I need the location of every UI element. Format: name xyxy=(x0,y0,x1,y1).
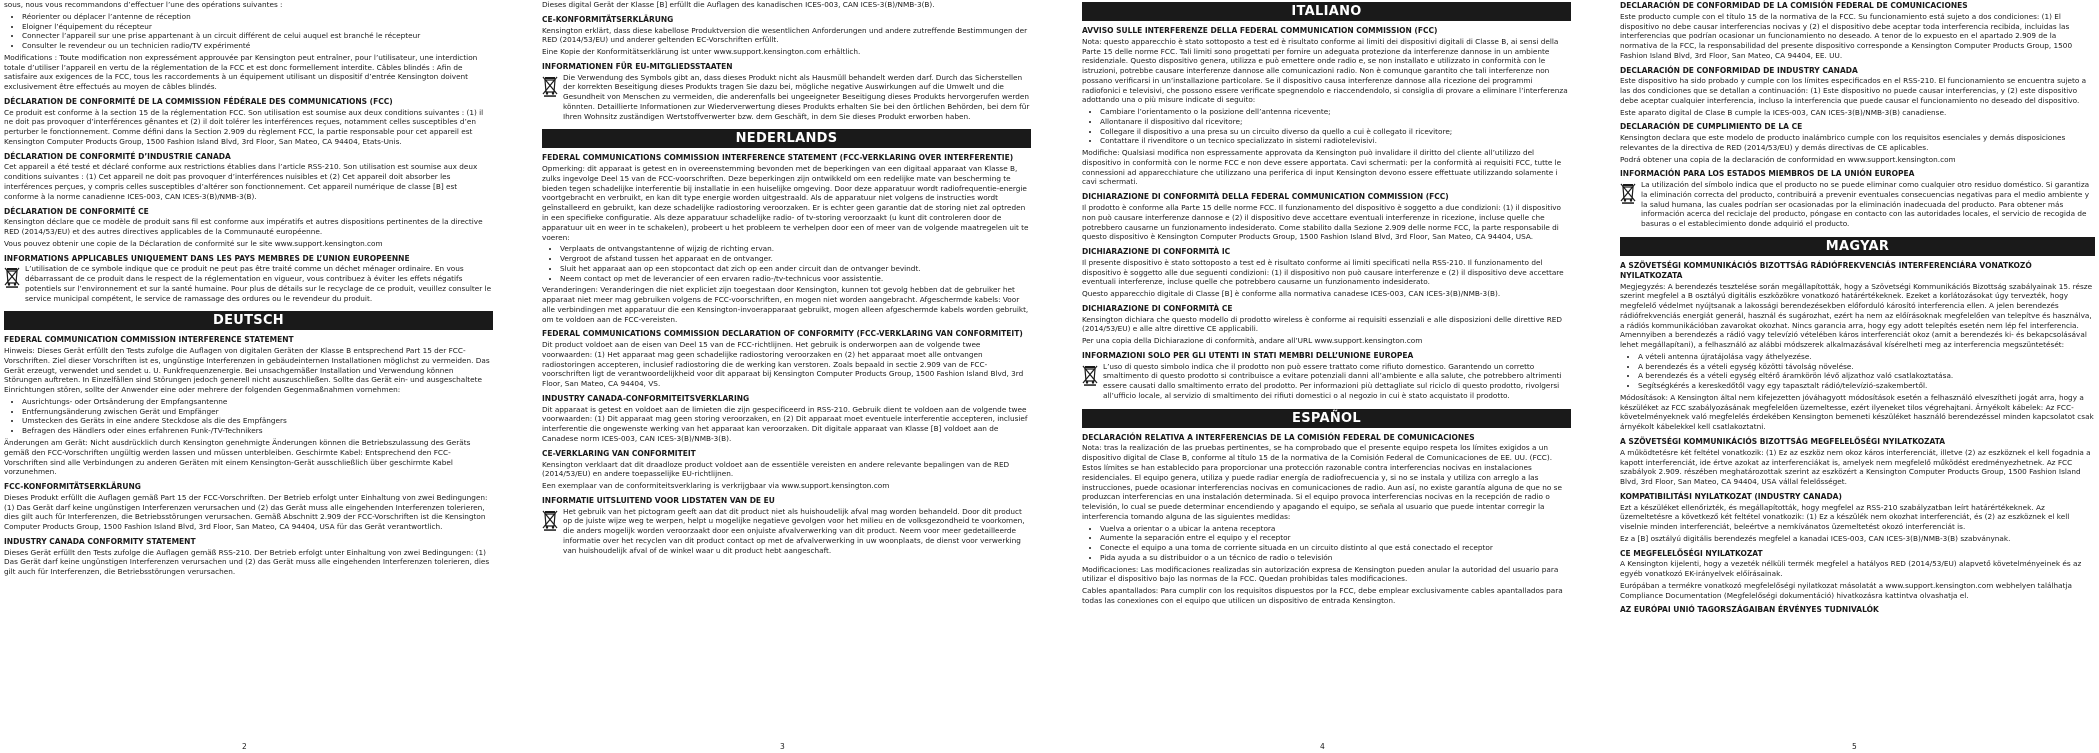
section-text: Este producto cumple con el título 15 de la normativa de la FCC. Su funcionamiento está sujeto a dos condiciones: (1) El dispositivo no debe causar interferencias nocivas y (2) el dispositivo debe aceptar toda interferencia recibida, incluidas las interferencias que podrían ocasionar un funcionamiento no deseado. A tenor de lo expuesto en el apartado 2.909 de la normativa de la FCC, la responsabilidad del presente dispositivo corresponde a Kensington Computer Products Group, 1500 Fashion Island Blvd, 3rd Floor, San Mateo, CA 94404, EE. UU. xyxy=(1620,11,2073,60)
measures-list xyxy=(542,244,1031,283)
modifications-text: Modifications : Toute modification non expressément approuvée par Kensington peut entraîner, pour l’utilisateur, une interdiction totale d’utiliser l’appareil en vertu de la réglementation de la FCC et est donc formellement interdite. Câbles blindés : Afin de satisfaire aux exigences de la FCC, tous les raccordements à un équipement utilisant un dispositif d’entrée Kensington doivent exclusivement être effectués au moyen de câbles blindés. xyxy=(4,52,478,92)
section-heading: FCC-KONFORMITÄTSERKLÄRUNG xyxy=(4,482,141,492)
list-item: • Segítségkérés a kereskedőtől vagy egy tapasztalt rádió/televízió-szakembertől. xyxy=(1638,381,2095,391)
list-item: • Ausrichtungs- oder Ortsänderung der Empfangsantenne xyxy=(22,397,493,407)
section-heading: DECLARACIÓN RELATIVA A INTERFERENCIAS DE LA COMISIÓN FEDERAL DE COMUNICACIONES xyxy=(1082,432,1475,442)
section-heading: INDUSTRY CANADA-CONFORMITEITSVERKLARING xyxy=(542,393,750,403)
section-text: Este aparato digital de Clase B cumple la ICES-003, CAN ICES-3(B)/NMB-3(B) canadiense. xyxy=(1620,107,1947,117)
section-text: Nota: questo apparecchio è stato sottoposto a test ed è risultato conforme ai limiti dei dispositivi digitali di Classe B, ai sensi della Parte 15 delle norme FCC. Tali limiti sono progettati per fornire un adeguata protezione da interferenze dannose in un ambiente residenziale. Questo dispositivo genera, utilizza e può emettere onde radio e, se non installato e utilizzato in conformità con le istruzioni, potrebbe causare interferenze dannose alle comunicazioni radio. Non è comunque garantito che tali interferenze non possano verificarsi in un’installazione particolare. Se il dispositivo causa interferenze dannose alla ricezione dei programmi radiofonici e televisivi, che possono essere verificate spegnendolo e riaccendendolo, si consiglia di provare a eliminare l’interferenza adottando una o più misure indicate di seguito: xyxy=(1082,36,1568,105)
page-number: 2 xyxy=(242,741,247,751)
list-item: • Umstecken des Geräts in eine andere Steckdose als die des Empfängers xyxy=(22,416,493,426)
section-heading: FEDERAL COMMUNICATIONS COMMISSION DECLARATION OF CONFORMITY (FCC-VERKLARING VAN CONFORMITEIT) xyxy=(542,329,1023,339)
page-number: 5 xyxy=(1852,741,1857,751)
weee-bin-icon xyxy=(1620,182,1636,204)
language-bar-italiano: ITALIANO xyxy=(1082,2,1571,21)
weee-bin-icon xyxy=(542,75,558,97)
section-text: Módosítások: A Kensington által nem kifejezetten jóváhagyott módosítások esetén a felhasználó elveszítheti jogát arra, hogy a készüléket az FCC szabályozásának megfelelően üzemeltesse, ezért ilyeneket tilos végrehajtani. Árnyékolt kábelek: Az FCC-követelményeknek való megfelelés érdekében Kensington bemeneti készüléket használó berendezéssel minden kapcsolatot csak árnyékolt kábelekkel kell csatlakoztatni. xyxy=(1620,392,2094,432)
page-4-column xyxy=(1078,0,1575,753)
section-text: Ez a [B] osztályú digitális berendezés megfelel a kanadai ICES-003, CAN ICES-3(B)/NMB-3(B) szabványnak. xyxy=(1620,533,2011,543)
list-item: • Sluit het apparaat aan op een stopcontact dat zich op een ander circuit dan de ontvanger bevindt. xyxy=(560,264,1031,274)
section-text: Nota: tras la realización de las pruebas pertinentes, se ha comprobado que el presente equipo respeta los límites exigidos a un dispositivo digital de Clase B, conforme al título 15 de la normativa de la Comisión Federal de Comunicaciones de EE. UU. (FCC). Estos límites se han establecido para proporcionar una protección razonable contra interferencias nocivas en instalaciones residenciales. El equipo genera, utiliza y puede radiar energía de radiofrecuencia y, si no se instala y utiliza con arreglo a las instrucciones, puede ocasionar interferencias nocivas en comunicaciones de radio. Aun así, no existe garantía alguna de que no se produzcan interferencias en una instalación determinada. Si el equipo provoca interferencias nocivas en la recepción de radio o televisión, lo cual se puede determinar encendiendo y apagando el equipo, se señala al usuario que puede intentar corregir la interferencia tomando alguna de las siguientes medidas: xyxy=(1082,443,1562,521)
section-text: Kensington erklärt, dass diese kabellose Produktversion die wesentlichen Anforderungen und andere zutreffende Bestimmungen der RED (2014/53/EU) und anderer geltenden EC-Vorschriften erfüllt. xyxy=(542,25,1028,45)
weee-text: Die Verwendung des Symbols gibt an, dass dieses Produkt nicht als Hausmüll behandelt werden darf. Durch das Sicherstellen der korrekten Beseitigung dieses Produkts tragen Sie dazu bei, mögliche negative Auswirkungen auf die Umwelt und die Gesundheit von Menschen zu vermeiden, die anderenfalls bei ungeeigneter Beseitigung dieses Produkts hervorgerufen werden könnten. Detaillierte Informationen zur Wiederverwertung dieses Produkts erhalten Sie bei den örtlichen Behörden, bei dem für Ihren Wohnsitz zuständigen Wertstoffverwerter bzw. dem Geschäft, in dem Sie dieses Produkt erworben haben. xyxy=(563,72,1030,121)
list-item: • Eloigner l’équipement du récepteur xyxy=(22,22,493,32)
section-heading: AZ EURÓPAI UNIÓ TAGORSZÁGAIBAN ÉRVÉNYES TUDNIVALÓK xyxy=(1620,605,1879,615)
section-heading: DICHIARAZIONE DI CONFORMITÀ DELLA FEDERAL COMMUNICATION COMMISSION (FCC) xyxy=(1082,192,1449,202)
section-text: Kensington declara que este modelo de producto inalámbrico cumple con los requisitos esenciales y demás disposiciones relevantes de la directiva de RED (2014/53/EU) y demás directivas de CE aplicables. xyxy=(1620,133,2066,152)
section-text: Podrá obtener una copia de la declaración de conformidad en www.support.kensington.com xyxy=(1620,154,1956,164)
measures-list xyxy=(4,12,493,51)
list-item: • Befragen des Händlers oder eines erfahrenen Funk-/TV-Technikers xyxy=(22,426,493,436)
section-text: Eine Kopie der Konformitätserklärung ist unter www.support.kensington.com erhältlich. xyxy=(542,47,861,57)
list-item: • A berendezés és a vételi egység közötti távolság növelése. xyxy=(1638,362,2095,372)
weee-bin-icon xyxy=(542,509,558,531)
list-item: • Conecte el equipo a una toma de corriente situada en un circuito distinto al que está conectado el receptor xyxy=(1100,543,1571,553)
measures-list xyxy=(4,397,493,436)
weee-text: L’utilisation de ce symbole indique que ce produit ne peut pas être traité comme un déchet ménager ordinaire. En vous débarrassant de ce produit dans le respect de la réglementation en vigueur, vous contribuez à éviter les effets négatifs potentiels sur l’environnement et sur la santé humaine. Pour plus de détails sur le recyclage de ce produit, veuillez consulter le service municipal compétent, le service de ramassage des ordures ou le revendeur du produit. xyxy=(25,264,492,303)
language-bar-nederlands: NEDERLANDS xyxy=(542,129,1031,148)
section-text: Ezt a készüléket ellenőrizték, és megállapították, hogy megfelel az RSS-210 szabályzatban leírt határértékeknek. Az üzemeltetésre a következő két feltétel vonatkozik: (1) Ez a készülék nem okozhat interferenciát, és (2) az eszköznek el kell viselnie minden interferenciát, beleértve a nemkívánatos üzemeltetést okozó interferenciát is. xyxy=(1620,502,2070,532)
list-item: • Vuelva a orientar o a ubicar la antena receptora xyxy=(1100,524,1571,534)
section-text: Per una copia della Dichiarazione di conformità, andare all’URL www.support.kensington.com xyxy=(1082,336,1423,346)
list-item: • A berendezés és a vételi egység eltérő áramkörön lévő aljzathoz való csatlakoztatása. xyxy=(1638,371,2095,381)
section-text: Il presente dispositivo è stato sottoposto a test ed è risultato conforme ai limiti specificati nella RSS-210. Il funzionamento del dispositivo è soggetto alle due seguenti condizioni: (1) il dispositivo non può causare interferenze e (2) il dispositivo deve accettare eventuali interferenze, incluse quelle che potrebbero causarne un funzionamento indesiderato. xyxy=(1082,257,1564,287)
list-item: • Réorienter ou déplacer l’antenne de réception xyxy=(22,12,493,22)
section-text: Dit apparaat is getest en voldoet aan de limieten die zijn gespecificeerd in RSS-210. Gebruik dient te voldoen aan de volgende twee voorwaarden: (1) Dit apparaat mag geen storing veroorzaken, en (2) Dit apparaat moet eventuele interferentie accepteren, inclusief interferentie die ongewenste werking van het apparaat kan veroorzaken. Dit digitale apparaat van Klasse [B] voldoet aan de Canadese norm ICES-003, CAN ICES-3(B)/NMB-3(B). xyxy=(542,404,1028,444)
section-heading: FEDERAL COMMUNICATION COMMISSION INTERFERENCE STATEMENT xyxy=(4,335,294,345)
section-text: Cet appareil a été testé et déclaré conforme aux restrictions établies dans l’article RSS-210. Son utilisation est soumise aux deux conditions suivantes : (1) Cet appareil ne doit pas provoquer d’interférences nuisibles et (2) Cet appareil doit absorber les interférences perçues, y compris celles susceptibles d’altérer son fonctionnement. Cet appareil numérique de classe [B] est conforme à la norme canadienne ICES-003, CAN ICES-3(B)/NMB-3(B). xyxy=(4,162,478,201)
section-text: Kensington déclare que ce modèle de produit sans fil est conforme aux impératifs et autres dispositions pertinentes de la directive RED (2014/53/EU) et des autres directives applicables de la Communauté européenne. xyxy=(4,217,483,237)
list-item: • Allontanare il dispositivo dal ricevitore; xyxy=(1100,117,1571,127)
page-5-column xyxy=(1616,0,2099,753)
measures-list xyxy=(1620,352,2095,391)
section-heading: A SZÖVETSÉGI KOMMUNIKÁCIÓS BIZOTTSÁG MEGFELELŐSÉGI NYILATKOZATA xyxy=(1620,437,1946,446)
section-heading: CE-VERKLARING VAN CONFORMITEIT xyxy=(542,448,696,458)
section-text: Opmerking: dit apparaat is getest en in overeenstemming bevonden met de beperkingen van een digitaal apparaat van Klasse B, zulks ingevolge Deel 15 van de FCC-voorschriften. Deze beperkingen zijn ontwikkeld om een redelijke mate van bescherming te bieden tegen schadelijke interferentie bij installatie in een huiselijke omgeving. Door deze apparatuur wordt radiofrequentie-energie voortgebracht en verbruikt, en kan dit type energie worden uitgestraald. Als de apparatuur niet volgens de instructies wordt geïnstalleerd en gebruikt, kan deze schadelijke radiostoring veroorzaken. Er is echter geen garantie dat de storing niet zal optreden in een specifieke configuratie. Als deze apparatuur schadelijke radio- of tv-storing veroorzaakt (u kunt dit controleren door de apparatuur uit en weer in te schakelen), probeert u het probleem te verhelpen door een of meer van de volgende maatregelen uit te voeren: xyxy=(542,164,1029,242)
weee-bin-icon xyxy=(4,266,20,288)
weee-block xyxy=(542,507,1031,558)
section-heading: INFORMATIONEN FÜR EU-MITGLIEDSSTAATEN xyxy=(542,61,733,71)
weee-bin-icon xyxy=(1082,364,1098,386)
page-2-column xyxy=(0,0,497,753)
section-heading: INDUSTRY CANADA CONFORMITY STATEMENT xyxy=(4,536,196,546)
section-heading: DÉCLARATION DE CONFORMITÉ CE xyxy=(4,206,149,216)
measures-list xyxy=(1082,107,1571,146)
section-text: Hinweis: Dieses Gerät erfüllt den Tests zufolge die Auflagen von digitalen Geräten der Klasse B entsprechend Part 15 der FCC-Vorschriften. Ziel dieser Vorschriften ist es, ungünstige Interferenzen in gebäudeinternen Installationen möglichst zu vermeiden. Das Gerät erzeugt, verwendet und sendet u. U. Funkfrequenzenergie. Bei unsachgemäßer Installation und Verwendung können Störungen auftreten. In Einzelfällen sind Störungen jedoch generell nicht auszuschließen. Sollte das Gerät ein- und ausgeschaltete Einrichtungen stören, sollte der Anwender eine oder mehrere der folgenden Gegenmaßnahmen vornehmen: xyxy=(4,346,490,395)
section-heading: KOMPATIBILITÁSI NYILATKOZAT (INDUSTRY CANADA) xyxy=(1620,491,1842,501)
section-text: Megjegyzés: A berendezés tesztelése során megállapították, hogy a Szövetségi Kommunikációs Bizottság szabályainak 15. része szerint megfelel a B osztályú digitális eszközökre vonatkozó határértékeknek. Ezeket a korlátozásokat úgy tervezték, hogy megfelelő védelmet nyújtsanak a lakossági berendezésekben előforduló károsító interferencia ellen. A jelen berendezés rádiófrekvenciás energiát generál, használ és sugározhat, ezért ha nem az előírásoknak megfelelően van telepítve és használva, a rádiós kommunikációban zavarokat okozhat. Nincs garancia arra, hogy egy adott telepítés esetén nem lép fel interferencia. Amennyiben a berendezés a rádió vagy televízió vételében káros interferenciát okoz (amit a berendezés ki- és bekapcsolásával lehet megállapítani), a felhasználó az alábbi módszerek alkalmazásával kísérelheti meg az interferencia megszüntetését: xyxy=(1620,281,2093,350)
section-text: Európában a termékre vonatkozó megfelelőségi nyilatkozat másolatát a www.support.kensington.com webhelyen találhatja Compliance Documentation (Megfelelőségi dokumentáció) hivatkozásra kattintva olvashatja el. xyxy=(1620,580,2072,600)
section-heading: DECLARACIÓN DE CONFORMIDAD DE LA COMISIÓN FEDERAL DE COMUNICACIONES xyxy=(1620,1,1968,10)
section-text: A Kensington kijelenti, hogy a vezeték nélküli termék megfelel a hatályos RED (2014/53/EU) alapvető követelményeinek és az egyéb vonatkozó EK-irányelvek előírásainak. xyxy=(1620,559,2082,579)
measures-list xyxy=(1082,524,1571,563)
section-text: Modifiche: Qualsiasi modifica non espressamente approvata da Kensington può invalidare il diritto del cliente all’utilizzo del dispositivo in conformità con le norme FCC e non deve essere apportata. Cavi schermati: per la conformità ai requisiti FCC, tutte le connessioni ad apparecchiature che utilizzano una periferica di input Kensington devono essere effettuate utilizzando solamente i cavi schermati. xyxy=(1082,148,1562,187)
section-heading: CE-KONFORMITÄTSERKLÄRUNG xyxy=(542,14,674,24)
weee-block xyxy=(1082,362,1571,403)
section-text: Il prodotto è conforme alla Parte 15 delle norme FCC. Il funzionamento del dispositivo è soggetto a due condizioni: (1) il dispositivo non può causare interferenze dannose e (2) il dispositivo deve accettare eventuali interferenze in ricezione, incluse quelle che potrebbero causarne un funzionamento indesiderato. Come stabilito dalla Sezione 2.909 delle norme FCC, la parte responsabile di questo dispositivo è Kensington Computer Products Group, 1500 Fashion Island Blvd, 3rd Floor, San Mateo, CA 94404, USA. xyxy=(1082,202,1562,242)
section-text: Ce produit est conforme à la section 15 de la réglementation FCC. Son utilisation est soumise aux deux conditions suivantes : (1) il ne doit pas provoquer d’interférences gênantes et (2) il doit tolérer les interférences reçues, notamment celles susceptibles d’en perturber le fonctionnement. Comme défini dans la Section 2.909 du règlement FCC, la partie responsable pour cet appareil est Kensington Computer Products Group, 1500 Fashion Island Blvd, 3rd Floor, San Mateo, CA 94404, Etats-Unis. xyxy=(4,107,484,146)
section-heading: INFORMATIE UITSLUITEND VOOR LIDSTATEN VAN DE EU xyxy=(542,495,775,505)
section-heading: INFORMATIONS APPLICABLES UNIQUEMENT DANS LES PAYS MEMBRES DE L’UNION EUROPEENNE xyxy=(4,253,410,263)
weee-text: Het gebruik van het pictogram geeft aan dat dit product niet als huishoudelijk afval mag worden behandeld. Door dit product op de juiste wijze weg te werpen, helpt u mogelijke negatieve gevolgen voor het milieu en de volksgezondheid te voorkomen, die anders mogelijk worden veroorzaakt door een onjuiste afvalverwerking van dit product. Neem voor meer gedetailleerde informatie over het recyclen van dit product contact op met de afvalverwerking in uw woonplaats, de dienst voor verwerking van huishoudelijk afval of de winkel waar u dit product hebt aangeschaft. xyxy=(563,506,1025,555)
page-3-column xyxy=(538,0,1035,753)
section-text: Dieses digital Gerät der Klasse [B] erfüllt die Auflagen des kanadischen ICES-003, CAN ICES-3(B)/NMB-3(B). xyxy=(542,0,935,9)
weee-text: La utilización del símbolo indica que el producto no se puede eliminar como cualquier otro residuo doméstico. Si garantiza la eliminación correcta del producto, contribuirá a prevenir eventuales consecuencias negativas para el medio ambiente y la salud humana, las cuales podrían ser ocasionadas por la eliminación inadecuada del producto. Para obtener más información acerca del reciclaje del producto, póngase en contacto con las autoridades locales, el servicio de recogida de basuras o el establecimiento donde adquirió el producto. xyxy=(1641,180,2090,229)
section-heading: DECLARACIÓN DE CUMPLIMIENTO DE LA CE xyxy=(1620,122,1803,132)
section-heading: CE MEGFELELŐSÉGI NYILATKOZAT xyxy=(1620,548,1763,558)
section-text: Kensington dichiara che questo modello di prodotto wireless è conforme ai requisiti essenziali e alle disposizioni delle direttive RED (2014/53/EU) e alle altre direttive CE applicabili. xyxy=(1082,314,1563,334)
language-bar-deutsch: DEUTSCH xyxy=(4,311,493,330)
list-item: • A vételi antenna újratájolása vagy áthelyezése. xyxy=(1638,352,2095,362)
section-text: Veranderingen: Veranderingen die niet expliciet zijn toegestaan door Kensington, kunnen tot gevolg hebben dat de gebruiker het apparaat niet meer mag gebruiken volgens de FCC-voorschriften, en mogen niet worden aangebracht. Afgeschermde kabels: Voor alle verbindingen met apparatuur die een Kensington-invoerapparaat gebruikt, mogen alleen afgeschermde kabels worden gebruikt, om te voldoen aan de FCC-vereisten. xyxy=(542,285,1029,324)
section-text: Kensington verklaart dat dit draadloze product voldoet aan de essentiële vereisten en andere relevante bepalingen van de RED (2014/53/EU) en andere toepasselijke EU-richtlijnen. xyxy=(542,459,1010,479)
list-item: • Cambiare l’orientamento o la posizione dell’antenna ricevente; xyxy=(1100,107,1571,117)
weee-block xyxy=(4,264,493,305)
section-heading: INFORMAZIONI SOLO PER GLI UTENTI IN STATI MEMBRI DELL’UNIONE EUROPEA xyxy=(1082,350,1414,360)
section-heading: DÉCLARATION DE CONFORMITÉ DE LA COMMISSION FÉDÉRALE DES COMMUNICATIONS (FCC) xyxy=(4,96,393,106)
language-bar-magyar: MAGYAR xyxy=(1620,237,2095,256)
section-heading: AVVISO SULLE INTERFERENZE DELLA FEDERAL COMMUNICATION COMMISSION (FCC) xyxy=(1082,26,1438,35)
language-bar-espanol: ESPAÑOL xyxy=(1082,409,1571,428)
section-heading: A SZÖVETSÉGI KOMMUNIKÁCIÓS BIZOTTSÁG RÁDIÓFREKVENCIÁS INTERFERENCIÁRA VONATKOZÓ NYILATKOZATA xyxy=(1620,261,2032,280)
section-text: Dieses Gerät erfüllt den Tests zufolge die Auflagen gemäß RSS-210. Der Betrieb erfolgt unter Einhaltung von zwei Bedingungen: (1) Das Gerät darf keine ungünstigen Interferenzen verursachen und (2) das Gerät muss alle eingehenden Interferenzen tolerieren, dies gilt auch für Interferenzen, die Betriebsstörungen verursachen. xyxy=(4,547,490,577)
section-heading: DICHIARAZIONE DI CONFORMITÀ IC xyxy=(1082,247,1231,257)
section-heading: DECLARACIÓN DE CONFORMIDAD DE INDUSTRY CANADA xyxy=(1620,65,1858,75)
intro-text: sous, nous vous recommandons d’effectuer l’une des opérations suivantes : xyxy=(4,0,283,9)
list-item: • Collegare il dispositivo a una presa su un circuito diverso da quello a cui è collegato il ricevitore; xyxy=(1100,127,1571,137)
section-heading: DICHIARAZIONE DI CONFORMITÀ CE xyxy=(1082,303,1233,313)
section-text: Een exemplaar van de conformiteitsverklaring is verkrijgbaar via www.support.kensington.com xyxy=(542,481,890,491)
list-item: • Verplaats de ontvangstantenne of wijzig de richting ervan. xyxy=(560,244,1031,254)
list-item: • Consulter le revendeur ou un technicien radio/TV expérimenté xyxy=(22,41,493,51)
section-text: Cables apantallados: Para cumplir con los requisitos dispuestos por la FCC, debe emplear exclusivamente cables apantallados para todas las conexiones con el equipo que utilicen un dispositivo de entrada Kensington. xyxy=(1082,586,1563,605)
section-heading: DÉCLARATION DE CONFORMITÉ D’INDUSTRIE CANADA xyxy=(4,151,231,161)
page-number: 4 xyxy=(1320,741,1325,751)
section-heading: FEDERAL COMMUNICATIONS COMMISSION INTERFERENCE STATEMENT (FCC-VERKLARING OVER INTERFERENTIE) xyxy=(542,153,1014,163)
list-item: • Aumente la separación entre el equipo y el receptor xyxy=(1100,533,1571,543)
list-item: • Vergroot de afstand tussen het apparaat en de ontvanger. xyxy=(560,254,1031,264)
section-text: Este dispositivo ha sido probado y cumple con los límites especificados en el RSS-210. El funcionamiento se encuentra sujeto a las dos condiciones que se detallan a continuación: (1) Este dispositivo no puede causar interferencias, y (2) este dispositivo debe aceptar cualquier interferencia, incluso la interferencia que puede causar el funcionamiento no deseado del dispositivo. xyxy=(1620,76,2087,105)
list-item: • Pida ayuda a su distribuidor o a un técnico de radio o televisión xyxy=(1100,553,1571,563)
list-item: • Connecter l’appareil sur une prise appartenant à un circuit différent de celui auquel est branché le récepteur xyxy=(22,31,493,41)
section-text: Dieses Produkt erfüllt die Auflagen gemäß Part 15 der FCC-Vorschriften. Der Betrieb erfolgt unter Einhaltung von zwei Bedingungen: (1) Das Gerät darf keine ungünstigen Interferenzen verursachen und (2) das Gerät muss alle eingehenden Interferenzen tolerieren, dies gilt auch für Interferenzen, die Betriebsstörungen verursachen. Gemäß Abschnitt 2.909 der FCC-Vorschriften ist die Kensington Computer Products Group, 1500 Fashion Island Blvd, 3rd Floor, San Mateo, CA 94404, USA für das Gerät verantwortlich. xyxy=(4,492,488,532)
section-text: Dit product voldoet aan de eisen van Deel 15 van de FCC-richtlijnen. Het gebruik is onderworpen aan de volgende twee voorwaarden: (1) Het apparaat mag geen schadelijke radiostoring veroorzaken en (2) het apparaat moet alle ontvangen radiostoringen accepteren, inclusief radiostoring die de werking kan verstoren. Zoals bepaald in sectie 2.909 van de FCC-voorschriften ligt de verantwoordelijkheid voor dit apparaat bij Kensington Computer Products Group, 1500 Fashion Island Blvd, 3rd Floor, San Mateo, CA 94404, VS. xyxy=(542,340,1024,389)
section-text: A működtetésre két feltétel vonatkozik: (1) Ez az eszköz nem okoz káros interferenciát, illetve (2) az eszköznek el kell fogadnia a kapott interferenciát, ide értve azokat az interferenciákat is, amelyek nem megfelelő működést eredményezhetnek. Az FCC szabályok 2.909. részében meghatározottak szerint az eszközért a Kensington Computer Products Group, 1500 Fashion Island Blvd, 3rd Floor, San Mateo, CA 94404, USA vállal felelősséget. xyxy=(1620,447,2091,487)
list-item: • Neem contact op met de leverancier of een ervaren radio-/tv-technicus voor assistentie. xyxy=(560,274,1031,284)
section-text: Änderungen am Gerät: Nicht ausdrücklich durch Kensington genehmigte Änderungen können die Betriebszulassung des Geräts gemäß den FCC-Vorschriften ungültig werden lassen und müssen unterbleiben. Geschirmte Kabel: Entsprechend den FCC-Vorschriften sind alle Verbindungen zu anderen Geräten mit einem Kensington-Gerät ausschließlich über geschirmte Kabel vorzunehmen. xyxy=(4,438,471,477)
section-text: Vous pouvez obtenir une copie de la Déclaration de conformité sur le site www.support.kensington.com xyxy=(4,238,383,248)
weee-text: L’uso di questo simbolo indica che il prodotto non può essere trattato come rifiuto domestico. Garantendo un corretto smaltimento di questo prodotto si contribuisce a evitare potenziali danni all’ambiente e alla salute, che potrebbero altrimenti essere causati dallo smaltimento errato del prodotto. Per informazioni più dettagliate sul riciclo di questo prodotto, rivolgersi all’ufficio locale, al servizio di smaltimento dei rifiuti domestici o al negozio in cui è stato acquistato il prodotto. xyxy=(1103,361,1562,400)
weee-block xyxy=(542,73,1031,124)
section-text: Questo apparecchio digitale di Classe [B] è conforme alla normativa canadese ICES-003, CAN ICES-3(B)/NMB-3(B). xyxy=(1082,289,1501,299)
weee-block xyxy=(1620,180,2095,231)
page-number: 3 xyxy=(780,741,785,751)
list-item: • Entfernungsänderung zwischen Gerät und Empfänger xyxy=(22,407,493,417)
list-item: • Contattare il rivenditore o un tecnico specializzato in sistemi radiotelevisivi. xyxy=(1100,136,1571,146)
section-text: Modificaciones: Las modificaciones realizadas sin autorización expresa de Kensington pueden anular la autoridad del usuario para utilizar el dispositivo bajo las normas de la FCC. Quedan prohibidas tales modificaciones. xyxy=(1082,564,1559,584)
section-heading: INFORMACIÓN PARA LOS ESTADOS MIEMBROS DE LA UNIÓN EUROPEA xyxy=(1620,169,1915,179)
